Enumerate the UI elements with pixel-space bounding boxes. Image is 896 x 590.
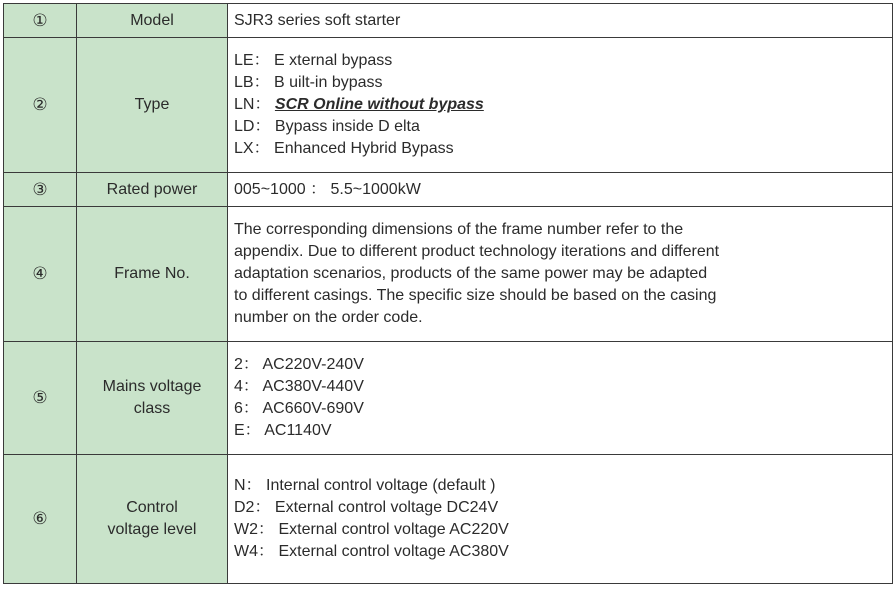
row-label-type: Type [77,38,228,173]
row-description [228,342,893,455]
row-number: ① [4,4,77,38]
row-description [228,4,893,38]
description-line: E： AC1140V [234,422,332,439]
description-line: LX： Enhanced Hybrid Bypass [234,140,454,157]
description-line: 4： AC380V-440V [234,378,364,395]
description-line [234,94,892,116]
description-line: 6： AC660V-690V [234,400,364,417]
description-line: LE： E xternal bypass [234,52,393,69]
row-number: ④ [4,207,77,342]
description-line: 005~1000 ： 5.5~1000kW [234,180,421,198]
description-line: SJR3 series soft starter [234,11,401,29]
row-number: ③ [4,173,77,207]
description-line: N： Internal control voltage (default ) [234,477,496,494]
row-label-model: Model [77,4,228,38]
row-number: ⑥ [4,455,77,584]
description-line: appendix. Due to different product technology iterations and different [234,243,720,260]
row-description [228,455,893,584]
line-prefix: LN： [234,96,275,113]
row-description [228,38,893,173]
description-line: LD： Bypass inside D elta [234,118,420,135]
table-row [4,207,893,342]
order-code-spec-table [3,3,893,584]
row-description [228,173,893,207]
table-row [4,4,893,38]
description-line: W4： External control voltage AC380V [234,543,509,560]
label-line: Mains voltage [102,378,202,395]
table-row [4,455,893,584]
table-row [4,38,893,173]
description-line: The corresponding dimensions of the frame number refer to the [234,221,684,238]
label-line: class [133,400,171,417]
table-row [4,173,893,207]
row-number: ② [4,38,77,173]
description-line: to different casings. The specific size should be based on the casing [234,287,717,304]
description-line: W2： External control voltage AC220V [234,521,509,538]
label-line: Control [126,499,178,516]
description-line: adaptation scenarios, products of the same power may be adapted [234,265,708,282]
row-label-rated-power: Rated power [77,173,228,207]
description-line: LB： B uilt-in bypass [234,74,383,91]
row-number: ⑤ [4,342,77,455]
row-description [228,207,893,342]
row-label-mains-voltage [77,342,228,455]
description-line: D2： External control voltage DC24V [234,499,499,516]
description-line: 2： AC220V-240V [234,356,364,373]
row-label-control-voltage [77,455,228,584]
table-row [4,342,893,455]
description-line: number on the order code. [234,309,423,326]
highlighted-type: SCR Online without bypass [274,96,484,113]
row-label-frame-no: Frame No. [77,207,228,342]
label-line: voltage level [107,521,197,538]
